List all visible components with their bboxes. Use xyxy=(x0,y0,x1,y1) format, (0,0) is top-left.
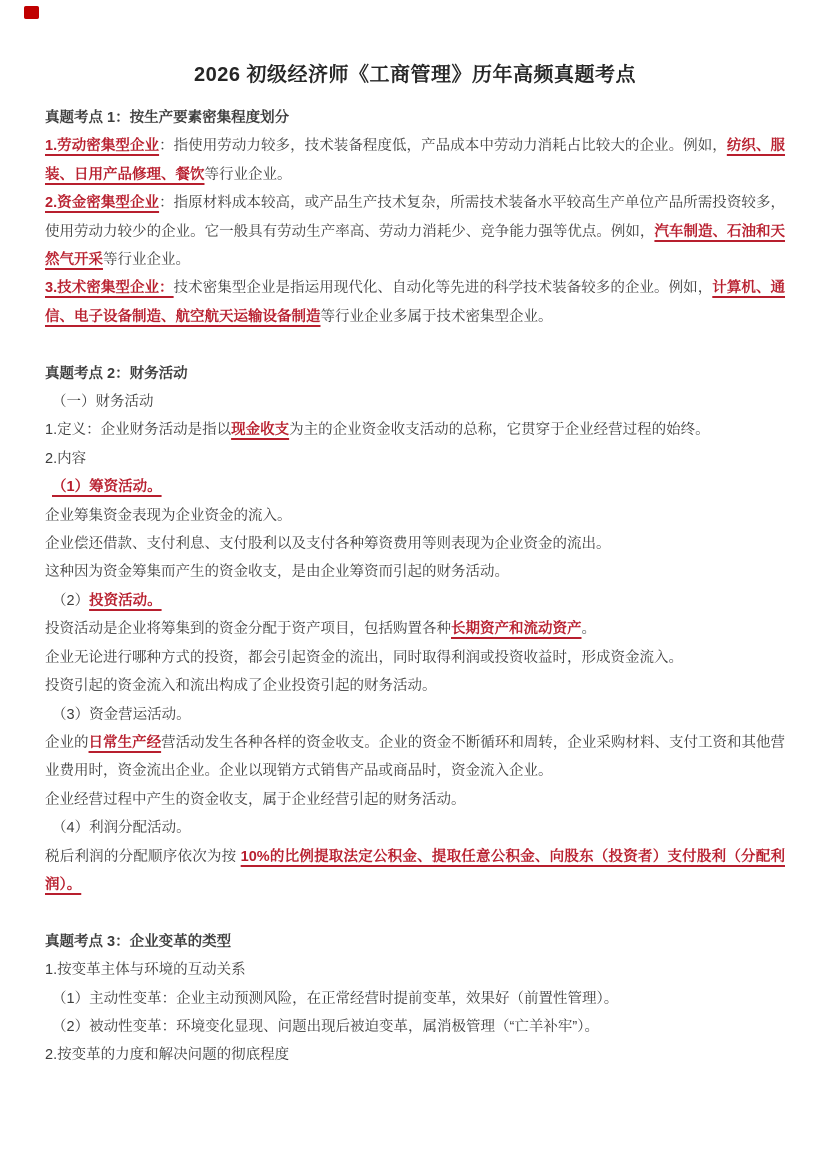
highlighted-text: 日常生产经 xyxy=(88,734,162,751)
text-run: ：指使用劳动力较多，技术装备程度低，产品成本中劳动力消耗占比较大的企业。例如， xyxy=(159,138,727,155)
section-heading xyxy=(45,104,785,132)
paragraph xyxy=(45,615,785,643)
section-heading xyxy=(45,928,785,956)
text-run: 等行业企业。 xyxy=(103,252,190,269)
text-run: ：指原材料成本较高，或产品生产技术复杂，所需技术装备水平较高生产单位产品所需投资较多，使用劳动力较少的企业。它一般具有劳动生产率高、劳动力消耗少、竞争能力强等优点。例如， xyxy=(45,195,785,240)
text-run: 真题考点 3：企业变革的类型 xyxy=(45,933,232,950)
highlighted-text: 10%的比例提取法定公积金、提取任意公积金、向股东（投资者）支付股利（分配利润）。 xyxy=(45,848,785,893)
text-run: （4）利润分配活动。 xyxy=(52,820,191,837)
blank-line xyxy=(45,899,785,927)
text-run: 真题考点 2：财务活动 xyxy=(45,365,188,382)
paragraph xyxy=(45,701,785,729)
highlighted-text: 长期资产和流动资产 xyxy=(451,621,582,638)
text-run: 企业偿还借款、支付利息、支付股利以及支付各种筹资费用等则表现为企业资金的流出。 xyxy=(45,536,611,553)
paragraph xyxy=(45,587,785,615)
document-title: 2026 初级经济师《工商管理》历年高频真题考点 xyxy=(193,64,637,86)
paragraph xyxy=(45,132,785,189)
paragraph xyxy=(45,1013,785,1041)
text-run: 投资引起的资金流入和流出构成了企业投资引起的财务活动。 xyxy=(45,678,437,695)
text-run: 这种因为资金筹集而产生的资金收支，是由企业筹资而引起的财务活动。 xyxy=(45,564,509,581)
text-run: 企业筹集资金表现为企业资金的流入。 xyxy=(45,507,292,524)
paragraph xyxy=(45,843,785,900)
highlighted-text: 纺织、服装、日用产品修理、餐饮 xyxy=(45,138,786,183)
paragraph xyxy=(45,1041,785,1069)
paragraph xyxy=(45,502,785,530)
text-run: 等行业企业。 xyxy=(204,166,292,183)
text-run: 真题考点 1：按生产要素密集程度划分 xyxy=(45,110,290,126)
paragraph xyxy=(45,189,785,274)
document-body xyxy=(0,104,830,1070)
highlighted-text: 汽车制造、石油和天然气开采 xyxy=(45,223,786,269)
text-run: 投资活动是企业将筹集到的资金分配于资产项目，包括购置各种 xyxy=(45,621,451,638)
paragraph xyxy=(45,445,785,473)
text-run: 技术密集型企业是指运用现代化、自动化等先进的科学技术装备较多的企业。例如， xyxy=(173,280,713,297)
highlighted-text: 2.资金密集型企业 xyxy=(45,195,160,212)
text-run: （3）资金营运活动。 xyxy=(52,706,191,723)
red-corner-mark-icon xyxy=(24,6,39,19)
text-run: 2.按变革的力度和解决问题的彻底程度 xyxy=(45,1047,290,1064)
highlighted-text: 计算机、通信、电子设备制造、航空航天运输设备制造 xyxy=(45,280,786,325)
text-run: （一）财务活动 xyxy=(52,394,154,411)
text-run: 企业的 xyxy=(45,734,89,751)
text-run: 。 xyxy=(581,621,596,638)
text-run: （1）主动性变革：企业主动预测风险，在正常经营时提前变革，效果好（前置性管理）。 xyxy=(52,990,619,1007)
paragraph xyxy=(45,985,785,1013)
paragraph xyxy=(45,672,785,700)
highlighted-text: （1）筹资活动。 xyxy=(52,479,162,496)
paragraph xyxy=(45,814,785,842)
highlighted-text: 1.劳动密集型企业 xyxy=(45,138,160,155)
paragraph xyxy=(45,473,785,501)
text-run: 为主的企业资金收支活动的总称，它贯穿于企业经营过程的始终。 xyxy=(289,422,710,439)
paragraph xyxy=(45,786,785,814)
highlighted-text: 投资活动。 xyxy=(89,592,162,609)
highlighted-text: 现金收支 xyxy=(231,422,290,439)
highlighted-text: 3.技术密集型企业： xyxy=(45,280,174,297)
paragraph xyxy=(45,530,785,558)
text-run: 企业无论进行哪种方式的投资，都会引起资金的流出，同时取得利润或投资收益时，形成资金流入。 xyxy=(45,649,683,666)
text-run: 1.按变革主体与环境的互动关系 xyxy=(45,962,246,979)
text-run: 企业经营过程中产生的资金收支，属于企业经营引起的财务活动。 xyxy=(45,791,466,808)
section-heading xyxy=(45,360,785,388)
paragraph xyxy=(45,558,785,586)
text-run: 1.定义：企业财务活动是指以 xyxy=(45,422,232,439)
paragraph xyxy=(45,388,785,416)
text-run: 2.内容 xyxy=(45,450,87,467)
text-run: 税后利润的分配顺序依次为按 xyxy=(45,848,241,865)
paragraph xyxy=(45,956,785,984)
paragraph xyxy=(45,644,785,672)
text-run: 等行业企业多属于技术密集型企业。 xyxy=(320,308,553,325)
text-run: 营活动发生各种各样的资金收支。企业的资金不断循环和周转，企业采购材料、支付工资和其他营业费用时，资金流出企业。企业以现销方式销售产品或商品时，资金流入企业。 xyxy=(45,734,786,780)
paragraph xyxy=(45,729,785,786)
paragraph xyxy=(45,416,785,444)
text-run: （2） xyxy=(52,592,90,609)
paragraph xyxy=(45,274,785,331)
text-run: （2）被动性变革：环境变化显现、问题出现后被迫变革，属消极管理（“亡羊补牢”）。 xyxy=(52,1018,599,1035)
blank-line xyxy=(45,331,785,359)
